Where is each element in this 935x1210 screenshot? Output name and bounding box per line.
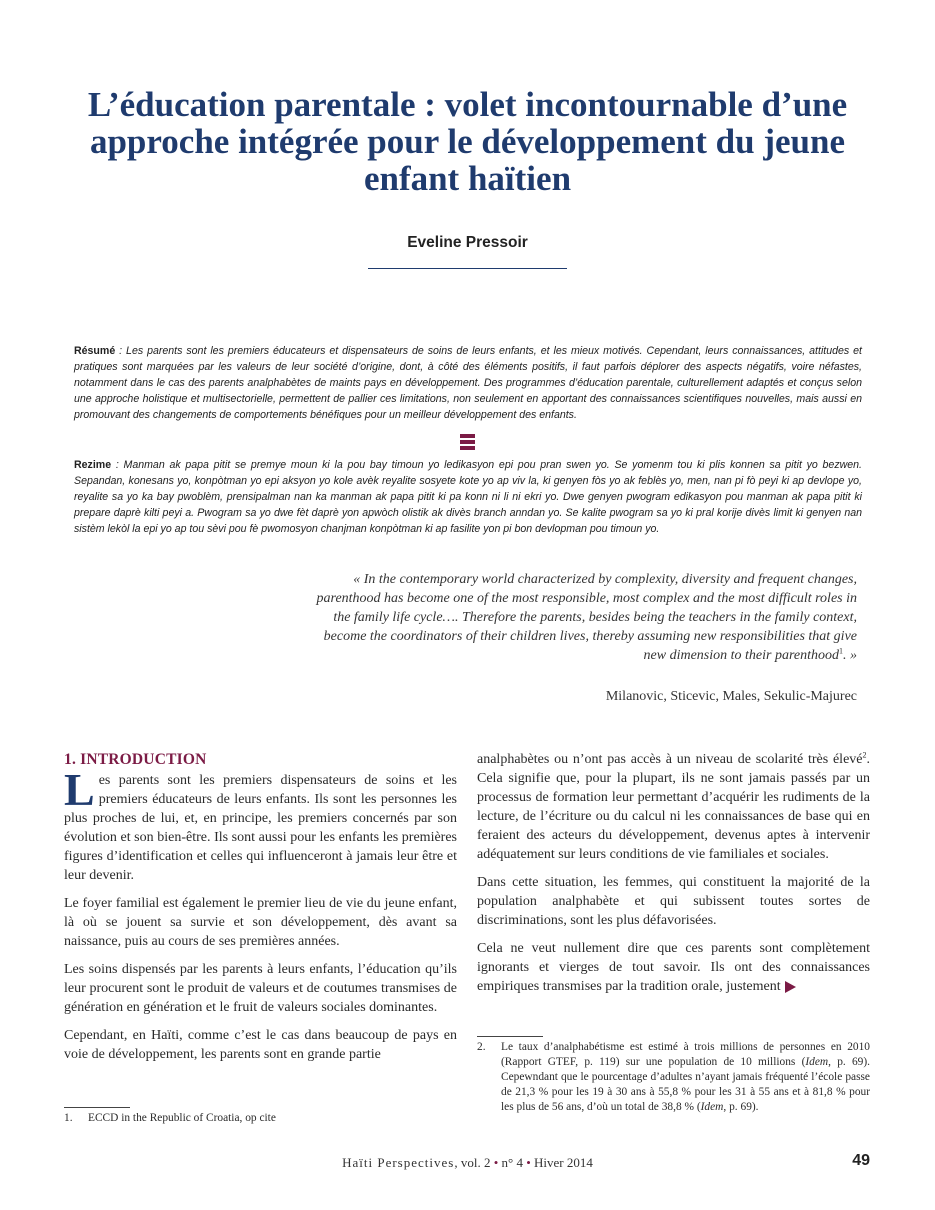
body-column-right xyxy=(477,750,870,1005)
stacked-bars-icon xyxy=(460,434,475,450)
section-heading: 1. INTRODUCTION xyxy=(64,751,207,768)
abstract-creole xyxy=(74,457,862,537)
footnote-number: 1. xyxy=(64,1112,73,1124)
paragraph: Le foyer familial est également le premier lieu de vie du jeune enfant, là où se jouent sa survie et son développement, dès avant sa naissance, puis au cours de ses premières années. xyxy=(64,896,457,949)
abstract-creole-label: Rezime xyxy=(74,459,112,471)
paragraph: Cependant, en Haïti, comme c’est le cas dans beaucoup de pays en voie de développement, les parents sont en grande partie xyxy=(64,1028,457,1062)
paragraph xyxy=(477,939,870,996)
footnote-text-part: Le taux d’analphabétisme est estimé à trois millions de personnes en 2010 (Rapport GTEF, p. 119) sur une population de 10 millions ( xyxy=(501,1041,870,1068)
epigraph-quote xyxy=(300,570,857,665)
abstract-french-text: : Les parents sont les premiers éducateurs et dispensateurs de soins de leurs enfants, et les mieux motivés. Cependant, leurs connaissances, attitudes et pratiques sont marquées par les valeurs de leur société d’origine, dont, à côté des éléments positifs, il faut parfois déplorer des aspects négatifs, voire néfastes, notamment dans le cas des parents analphabètes de maints pays en développement. Des programmes d’éducation parentale, culturellement adaptés et conçus selon une approche holistique et multisectorielle, permettent de pallier ces limitations, non seulement en apportant des connaissances scientifiques nouvelles, mais aussi en promouvant des changements de comportements bénéfiques pour un meilleur développement des enfants. xyxy=(74,345,862,421)
journal-name: Haïti Perspectives xyxy=(342,1155,455,1170)
running-footer xyxy=(0,1155,935,1171)
paragraph: Dans cette situation, les femmes, qui constituent la majorité de la population analphabète et qui subissent toutes sortes de discriminations, sont les plus défavorisées. xyxy=(477,875,870,928)
issue: n° 4 xyxy=(498,1155,527,1170)
paragraph xyxy=(477,750,870,864)
paragraph-text: Cela ne veut nullement dire que ces parents sont complètement ignorants et vierges de tout savoir. Ils ont des connaissances empiriques transmises par la tradition orale, justement xyxy=(477,941,870,994)
footnote-idem: Idem xyxy=(805,1056,829,1068)
abstract-french xyxy=(74,343,862,423)
body-column-left xyxy=(64,750,457,1073)
bullet-separator: • xyxy=(526,1155,531,1170)
drop-cap: L xyxy=(64,764,95,815)
footnote-2 xyxy=(477,1040,870,1115)
triangle-right-icon xyxy=(785,981,796,993)
footnote-ref: 2 xyxy=(862,750,867,760)
article-title: L’éducation parentale : volet incontournable d’une approche intégrée pour le développement du jeune enfant haïtien xyxy=(87,85,848,198)
page-number: 49 xyxy=(852,1152,870,1169)
paragraph xyxy=(64,764,457,885)
epigraph-close: . » xyxy=(843,648,857,663)
footnote-text xyxy=(501,1040,870,1115)
paragraph-text: es parents sont les premiers dispensateurs de soins et les premiers éducateurs de leurs enfants. Ils sont les personnes les plus proches de lui, et, en principe, les premiers concernés par son évolution et son bien-être. Ils sont aussi pour les enfants les premières figures d’identification et celles qui influenceront à jamais leur être et leur devenir. xyxy=(64,773,457,883)
footnote-number: 2. xyxy=(477,1041,486,1053)
footnote-text-part: , p. 69). xyxy=(723,1101,759,1113)
footnote-text-part: , p. 69). Cepewndant que le pourcentage d’adultes n’ayant jamais fréquenté l’école passe de 21,3 % pour les 19 à 30 ans à 55,8 % pour les 31 à 55 ans et à 81,8 % pour les plus de 56 ans, d’où un total de 38,8 % ( xyxy=(501,1056,870,1113)
footnote-divider xyxy=(477,1036,543,1037)
footnote-idem: Idem xyxy=(700,1101,724,1113)
author-divider xyxy=(368,268,567,269)
paragraph: Les soins dispensés par les parents à leurs enfants, l’éducation qu’ils leur procurent sont le produit de valeurs et de coutumes transmises de génération en génération et le fruit de valeurs sociales dominantes. xyxy=(64,962,457,1015)
season: Hiver 2014 xyxy=(530,1155,593,1170)
epigraph-footnote-ref: 1 xyxy=(839,646,843,656)
epigraph-attribution: Milanovic, Sticevic, Males, Sekulic-Majurec xyxy=(605,689,857,704)
paragraph-text: analphabètes ou n’ont pas accès à un niveau de scolarité très élevé xyxy=(477,752,863,767)
footnote-1 xyxy=(64,1111,457,1126)
author-name: Eveline Pressoir xyxy=(407,234,528,251)
abstract-creole-text: : Manman ak papa pitit se premye moun ki la pou bay timoun yo ledikasyon epi pou pran swen yo. Se yomenm tou ki plis konnen sa pitit yo bezwen. Sepandan, konesans yo, konpòtman yo epi aksyon yo kole avèk reyalite sosyete kote yo ap viv la, ki genyen fòs yo ak feblès yo, men, nan pi fò peyi ki ap devlope yo, reyalite sa yo ka bay pwoblèm, prensipalman nan ka manman ak papa pitit ki pa konn ni li ni ekri yo. Dwe genyen pwogram edikasyon pou manman ak papa pitit ki prepare daprè kilti peyi a. Pwogram sa yo dwe fèt daprè yon apwòch olistik ak divès branch anndan yo. Se kalite pwogram sa yo ki pral korije divès limit ki genyen nan sistèm lekòl la epi yo ap tou sèvi pou fè pwomosyon chanjman konpòtman ki ap fasilite yon pi bon devlopman pou timoun yo. xyxy=(74,459,862,535)
footnote-divider xyxy=(64,1107,130,1108)
bullet-separator: • xyxy=(493,1155,499,1170)
abstract-french-label: Résumé xyxy=(74,345,116,357)
volume: , vol. 2 xyxy=(454,1155,494,1170)
footnote-text: ECCD in the Republic of Croatia, op cite xyxy=(88,1112,276,1124)
epigraph-text: « In the contemporary world characterized by complexity, diversity and frequent changes, parenthood has become one of the most responsible, most complex and the most difficult roles in the family life cycle…. Therefore the parents, besides being the teachers in the family context, become the coordinators of their children lives, thereby assuming new responsibilities that give new dimension to their parenthood xyxy=(316,572,857,663)
paragraph-text: . Cela signifie que, pour la plupart, ils ne sont jamais passés par un processus de formation leur permettant d’acquérir les rudiments de la lecture, de l’écriture ou du calcul ni les connaissances de base qui en feraient des acteurs du développement, devenus aptes à intervenir adéquatement sur leurs conditions de vie familiales et sociales. xyxy=(477,752,870,862)
